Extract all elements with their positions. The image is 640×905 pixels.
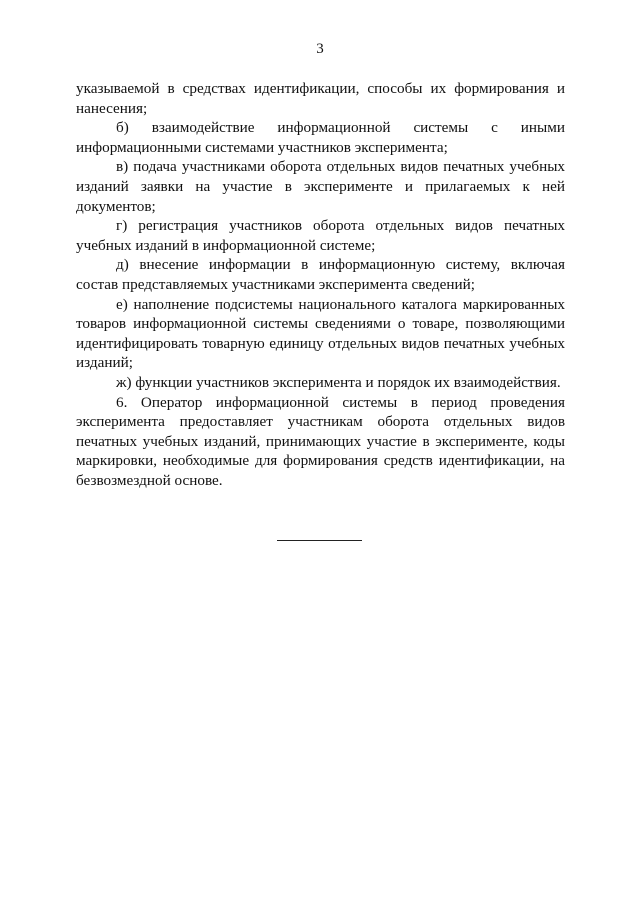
list-item-v: в) подача участниками оборота отдельных видов печатных учебных изданий заявки на участие в эксперименте и прилагаемых к ней документов; (76, 158, 565, 215)
end-separator-line (277, 540, 362, 541)
document-body (76, 79, 565, 490)
list-item-g: г) регистрация участников оборота отдельных видов печатных учебных изданий в информационной системе; (76, 217, 565, 254)
list-item-e: е) наполнение подсистемы национального каталога маркированных товаров информационной системы сведениями о товаре, позволяющими идентифицировать товарную единицу отдельных видов печатных учебных изданий; (76, 295, 565, 372)
list-item-d: д) внесение информации в информационную систему, включая состав представляемых участниками эксперимента сведений; (76, 256, 565, 293)
page-number: 3 (316, 41, 324, 57)
paragraph-continuation: указываемой в средствах идентификации, способы их формирования и нанесения; (76, 80, 565, 117)
list-item-b: б) взаимодействие информационной системы с иными информационными системами участников эксперимента; (76, 119, 565, 156)
clause-6: 6. Оператор информационной системы в период проведения эксперимента предоставляет участникам оборота отдельных видов печатных учебных изданий, принимающих участие в эксперименте, коды маркировки, необходимые для формирования средств идентификации, на безвозмездной основе. (76, 393, 565, 489)
list-item-zh: ж) функции участников эксперимента и порядок их взаимодействия. (116, 373, 561, 391)
